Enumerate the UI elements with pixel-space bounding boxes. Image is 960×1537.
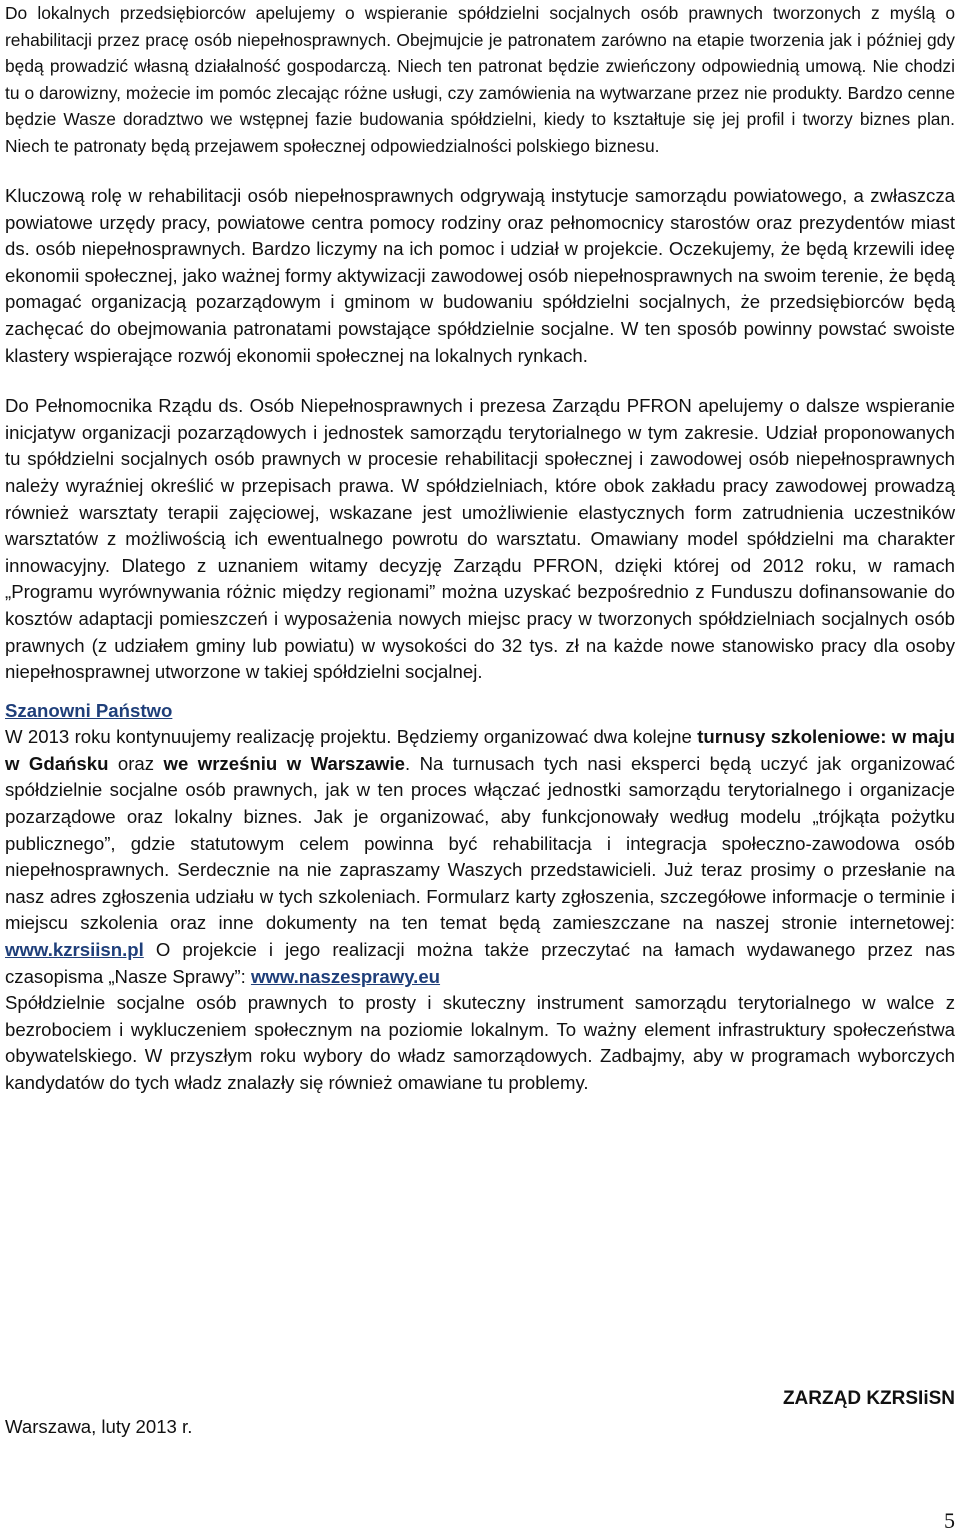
- link-kzrsiisn[interactable]: www.kzrsiisn.pl: [5, 939, 144, 961]
- highlight-warsaw: we wrześniu w Warszawie: [163, 752, 406, 774]
- highlight-gdansk: turnusy szkoleniowe: w maju w Gdańsku: [5, 726, 955, 774]
- paragraph-local-entrepreneurs: Do lokalnych przedsiębiorców apelujemy o wspieranie spółdzielni socjalnych osób prawnych tworzonych z myślą o rehabilitacji przez pracę osób niepełnosprawnych. Obejmujcie je patronatem zarówno na etapie tworzenia jak i później gdy będą prowadzić własną działalność gospodarczą. Niech ten patronat będzie zwieńczony odpowiednią umową. Nie chodzi tu o darowizny, możecie im pomóc zlecając różne usługi, czy zamówienia na wytwarzane przez nie produkty. Bardzo cenne będzie Wasze doradztwo we wstępnej fazie budowania spółdzielni, kiedy to kształtuje się jej profil i tworzy biznes plan. Niech te patronaty będą przejawem społecznej odpowiedzialności polskiego biznesu.: [5, 3, 955, 156]
- signature-block: [5, 1388, 955, 1444]
- link-naszesprawy[interactable]: www.naszesprawy.eu: [250, 965, 441, 987]
- paragraph-pfron-appeal: Do Pełnomocnika Rządu ds. Osób Niepełnosprawnych i prezesa Zarządu PFRON apelujemy o dalsze wspieranie inicjatyw organizacji pozarządowych i jednostek samorządu terytorialnego w tym zakresie. Udział proponowanych tu spółdzielni socjalnych osób prawnych w procesie rehabilitacji społecznej i zawodowej osób niepełnosprawnych należy wyraźniej określić w przepisach prawa. W spółdzielniach, które obok zakładu pracy zawodowej prowadzą również warsztaty terapii zajęciowej, wskazane jest umożliwienie elastycznych form zatrudnienia uczestników warsztatów z możliwością ich ewentualnego powrotu do warsztatu. Omawiany model spółdzielni ma charakter innowacyjny. Dlatego z uznaniem witamy decyzję Zarządu PFRON, dzięki której od 2012 roku, w ramach „Programu wyrównywania różnic między regionami” można uzyskać bezpośrednio z Funduszu dofinansowanie do kosztów adaptacji pomieszczeń i wyposażenia nowych miejsc pracy w tworzonych spółdzielniach socjalnych osób prawnych (z udziałem gminy lub powiatu) w wysokości do 32 tys. zł na każde nowe stanowisko pracy dla osoby niepełnosprawnej utworzone w takiej spółdzielni socjalnej.: [5, 395, 955, 683]
- paragraph-social-cooperatives: Spółdzielnie socjalne osób prawnych to prosty i skuteczny instrument samorządu terytorialnego w walce z bezrobociem i wykluczeniem społecznym na poziomie lokalnym. To ważny element infrastruktury społeczeństwa obywatelskiego. W przyszłym roku wybory do władz samorządowych. Zadbajmy, aby w programach wyborczych kandydatów do tych władz znalazły się również omawiane tu problemy.: [5, 992, 955, 1093]
- document-date: Warszawa, luty 2013 r.: [5, 1416, 193, 1437]
- page-number: 5: [944, 1508, 955, 1533]
- paragraph-local-government: Kluczową rolę w rehabilitacji osób niepełnosprawnych odgrywają instytucje samorządu powiatowego, a zwłaszcza powiatowe urzędy pracy, powiatowe centra pomocy rodziny oraz pełnomocnicy starostów oraz prezydentów miast ds. osób niepełnosprawnych. Bardzo liczymy na ich pomoc i udział w projekcie. Oczekujemy, że będą krzewili ideę ekonomii społecznej, jako ważnej formy aktywizacji zawodowej osób niepełnosprawnych na swoim terenie, że będą pomagać organizacją pozarządowym i gminom w budowaniu spółdzielni socjalnych, że przedsiębiorców będą zachęcać do obejmowania patronatami powstające spółdzielnie socjalne. W ten sposób powinny powstać swoiste klastery wspierające rozwój ekonomii społecznej na lokalnych rynkach.: [5, 185, 955, 366]
- section-heading: Szanowni Państwo: [5, 699, 173, 721]
- paragraph-training-2013: W 2013 roku kontynuujemy realizację projektu. Będziemy organizować dwa kolejne turnusy szkoleniowe: w maju w Gdańsku oraz we wrześniu w Warszawie. Na turnusach tych nasi eksperci będą uczyć jak organizować spółdzielnie socjalne osób prawnych, jak w ten proces włączać jednostki samorządu terytorialnego i organizacje pozarządowe oraz lokalny biznes. Jak je organizować, aby funkcjonowały według modelu „trójkąta pożytku publicznego”, gdzie statutowym celem powinna być rehabilitacja i integracja społeczno-zawodowa osób niepełnosprawnych. Serdecznie na nie zapraszamy Waszych przedstawicieli. Już teraz prosimy o przesłanie na nasz adres zgłoszenia udziału w tych szkoleniach. Formularz karty zgłoszenia, szczegółowe informacje o terminie i miejscu szkolenia oraz inne dokumenty na ten temat będą zamieszczane na naszej stronie internetowej: www.kzrsiisn.pl O projekcie i jego realizacji można także przeczytać na łamach wydawanego przez nas czasopisma „Nasze Sprawy”: www.naszesprawy.eu: [5, 726, 955, 987]
- document-body: [5, 0, 955, 1097]
- signature: ZARZĄD KZRSIiSN: [782, 1388, 955, 1409]
